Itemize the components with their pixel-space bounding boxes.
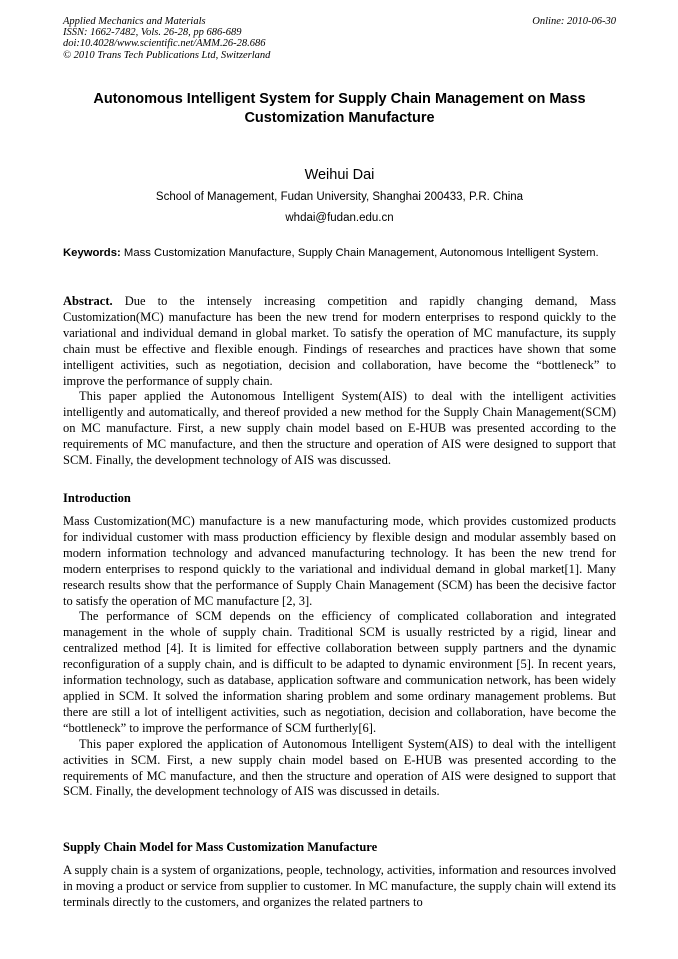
- keywords: [63, 246, 616, 261]
- intro-paragraph-1: Mass Customization(MC) manufacture is a new manufacturing mode, which provides customized products for individual customer with mass production efficiency by flexible design and modular assembly based on modern information technology and advanced manufacturing technology. It has been the new trend for modern enterprises to respond quickly to the variational and individual demand in global market[1]. Many research results show that the performance of Supply Chain Management (SCM) has been the decisive factor to satisfy the operation of MC manufacture [2, 3].: [63, 514, 616, 608]
- section2-paragraph-1: A supply chain is a system of organizations, people, technology, activities, information and resources involved in moving a product or service from supplier to customer. In MC manufacture, the supply chain will extend its terminals directly to the customers, and organizes the related partners to: [63, 863, 616, 909]
- author-affiliation: School of Management, Fudan University, Shanghai 200433, P.R. China: [155, 191, 524, 203]
- abstract: [63, 294, 616, 469]
- doi-line: doi:10.4028/www.scientific.net/AMM.26-28.686: [63, 38, 266, 50]
- paper-title: Autonomous Intelligent System for Supply Chain Management on Mass Customization Manufacture: [93, 91, 586, 126]
- intro-paragraph-2: The performance of SCM depends on the efficiency of complicated collaboration and integrated management in the whole of supply chain. Traditional SCM is usually restricted by a rigid, linear and centralized method [4]. It is limited for effective collaboration between supply partners and the dynamic reconfiguration of a supply chain, and is difficult to be adapted to dynamic environment [5]. In recent years, information technology, such as database, application software and communication network, has been widely applied in SCM. It solved the information sharing problem and some ordinary management problems. But there are still a lot of intelligent activities, such as negotiation, decision and collaboration, have become the “bottleneck” to improve the performance of SCM furtherly[6].: [63, 609, 616, 735]
- introduction-heading: Introduction: [63, 491, 131, 505]
- abstract-paragraph-2: This paper applied the Autonomous Intelligent System(AIS) to deal with the intelligent activities intelligently and automatically, and thereof provided a new method for the Supply Chain Management(SCM) on MC manufacture. First, a new supply chain model based on E-HUB was presented according to the requirements of MC manufacture, and then the structure and operation of AIS were designed to support that SCM. Finally, the development technology of AIS was discussed.: [63, 389, 616, 468]
- copyright-line: © 2010 Trans Tech Publications Ltd, Switzerland: [63, 49, 271, 61]
- intro-paragraph-3: This paper explored the application of Autonomous Intelligent System(AIS) to deal with the intelligent activities in SCM. First, a new supply chain model based on E-HUB was presented according to the requirements of MC manufacture, and then the structure and operation of AIS were designed to support that SCM. Finally, the development technology of AIS was discussed in details.: [63, 736, 616, 799]
- keywords-label: Keywords:: [63, 247, 121, 259]
- journal-header: [63, 16, 616, 61]
- author-name: Weihui Dai: [304, 167, 375, 183]
- author-email: whdai@fudan.edu.cn: [285, 212, 394, 224]
- introduction-body: [63, 514, 616, 800]
- issn-line: ISSN: 1662-7482, Vols. 26-28, pp 686-689: [63, 27, 242, 39]
- section2-body: [63, 863, 616, 911]
- abstract-text-1: Due to the intensely increasing competition and rapidly changing demand, Mass Customization(MC) manufacture has been the new trend for modern enterprises to respond quickly to the variational and individual demand in global market. To satisfy the operation of MC manufacture, its supply chain must be effective and flexible enough. Findings of researches and practices have shown that some intelligent activities, such as negotiation, decision and collaboration, have become the “bottleneck” to improve the performance of supply chain.: [63, 294, 616, 388]
- journal-name: Applied Mechanics and Materials: [63, 16, 206, 27]
- section2-heading: Supply Chain Model for Mass Customization Manufacture: [63, 840, 378, 854]
- keywords-text: Mass Customization Manufacture, Supply Chain Management, Autonomous Intelligent System.: [120, 247, 599, 259]
- abstract-label: Abstract.: [63, 294, 113, 308]
- abstract-paragraph-1: [63, 294, 616, 389]
- online-date: Online: 2010-06-30: [532, 16, 616, 27]
